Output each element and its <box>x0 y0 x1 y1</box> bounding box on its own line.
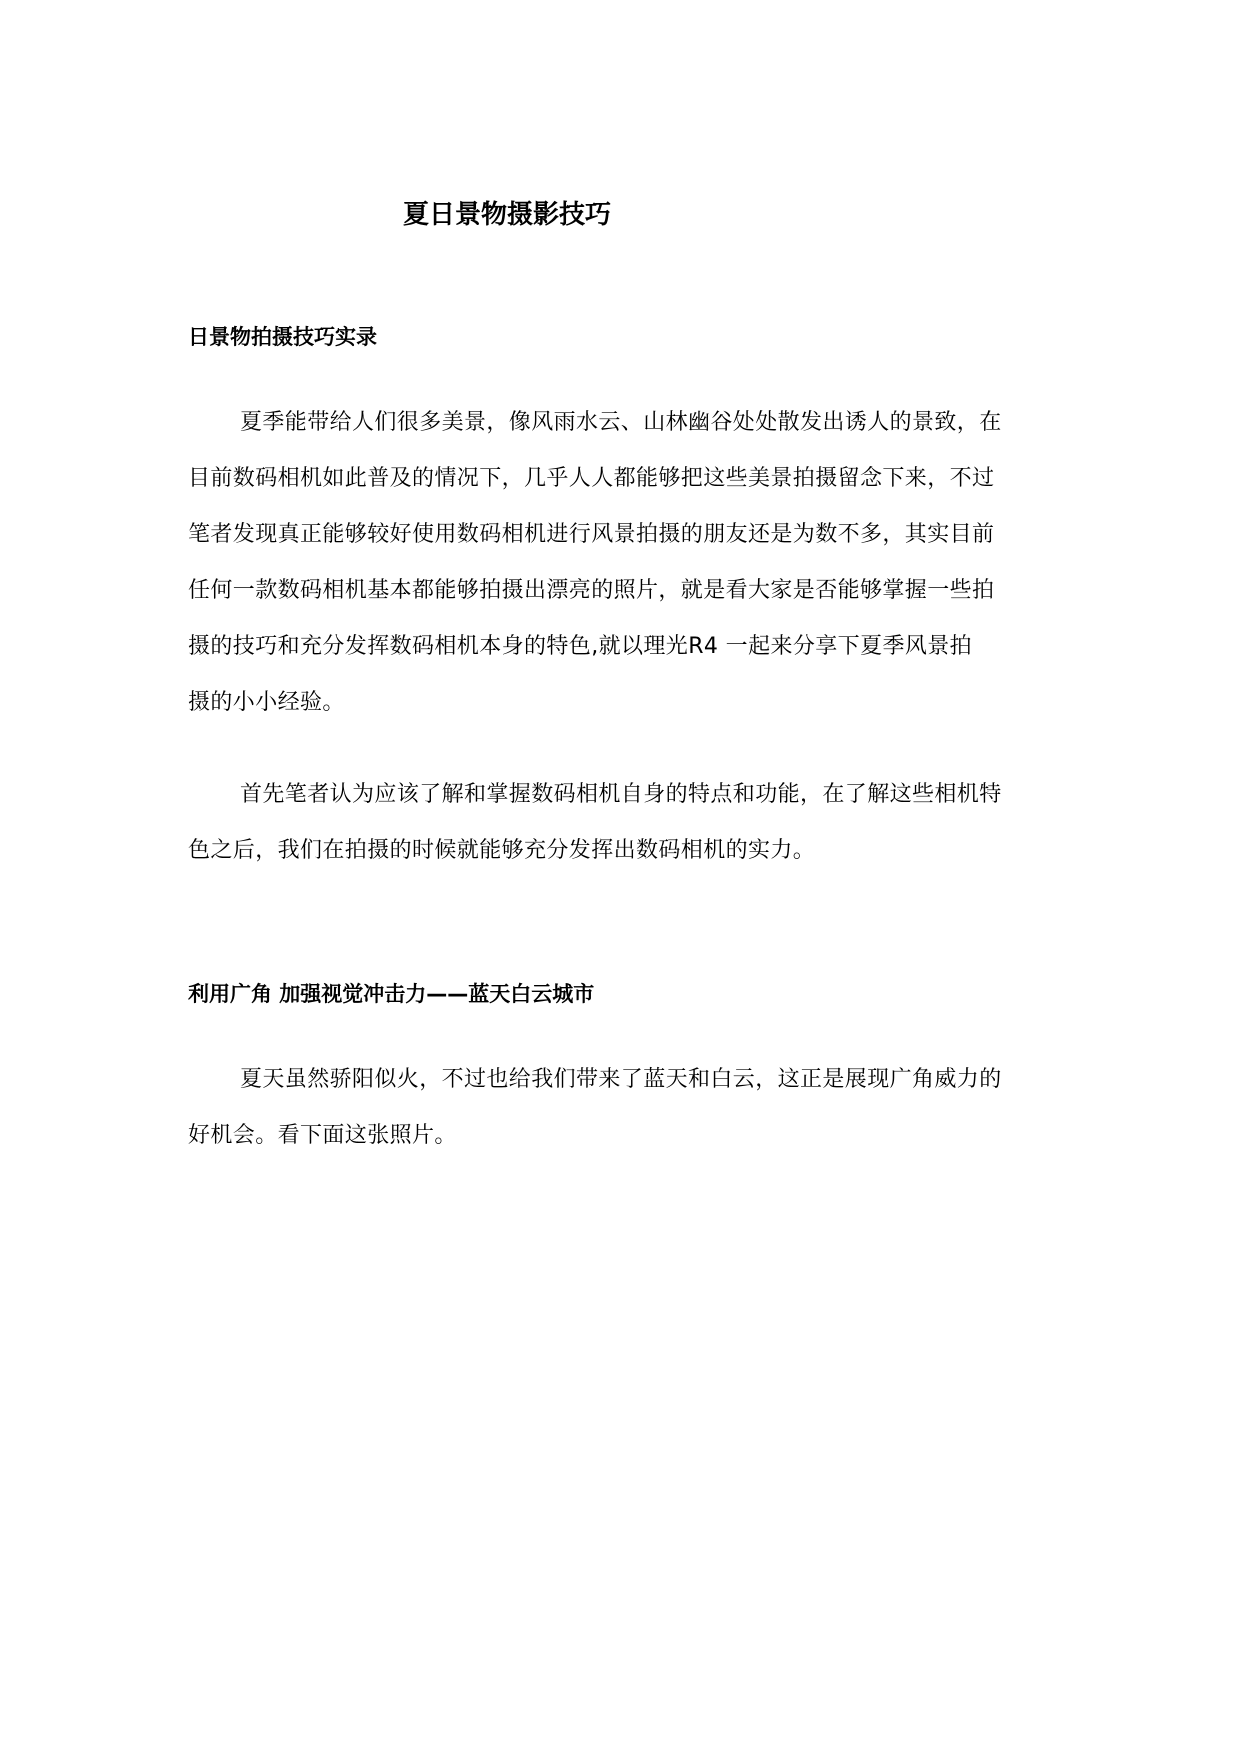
paragraph-line: 笔者发现真正能够较好使用数码相机进行风景拍摄的朋友还是为数不多，其实目前 <box>188 522 995 547</box>
paragraph-line: 摄的技巧和充分发挥数码相机本身的特色,就以理光R4 一起来分享下夏季风景拍 <box>188 634 973 659</box>
paragraph-line: 色之后，我们在拍摄的时候就能够充分发挥出数码相机的实力。 <box>188 838 816 863</box>
paragraph-line: 夏季能带给人们很多美景，像风雨水云、山林幽谷处处散发出诱人的景致，在 <box>240 410 1002 435</box>
paragraph-line: 摄的小小经验。 <box>188 690 345 715</box>
paragraph-line: 夏天虽然骄阳似火，不过也给我们带来了蓝天和白云，这正是展现广角威力的 <box>240 1067 1002 1092</box>
section-heading-2: 利用广角 加强视觉冲击力——蓝天白云城市 <box>188 982 595 1006</box>
section-heading-1: 日景物拍摄技巧实录 <box>188 325 377 349</box>
paragraph-line: 目前数码相机如此普及的情况下，几乎人人都能够把这些美景拍摄留念下来，不过 <box>188 466 995 491</box>
page-title: 夏日景物摄影技巧 <box>403 200 612 230</box>
paragraph-line: 任何一款数码相机基本都能够拍摄出漂亮的照片，就是看大家是否能够掌握一些拍 <box>188 578 995 603</box>
paragraph-line: 好机会。看下面这张照片。 <box>188 1123 457 1148</box>
paragraph-line: 首先笔者认为应该了解和掌握数码相机自身的特点和功能，在了解这些相机特 <box>240 782 1002 807</box>
